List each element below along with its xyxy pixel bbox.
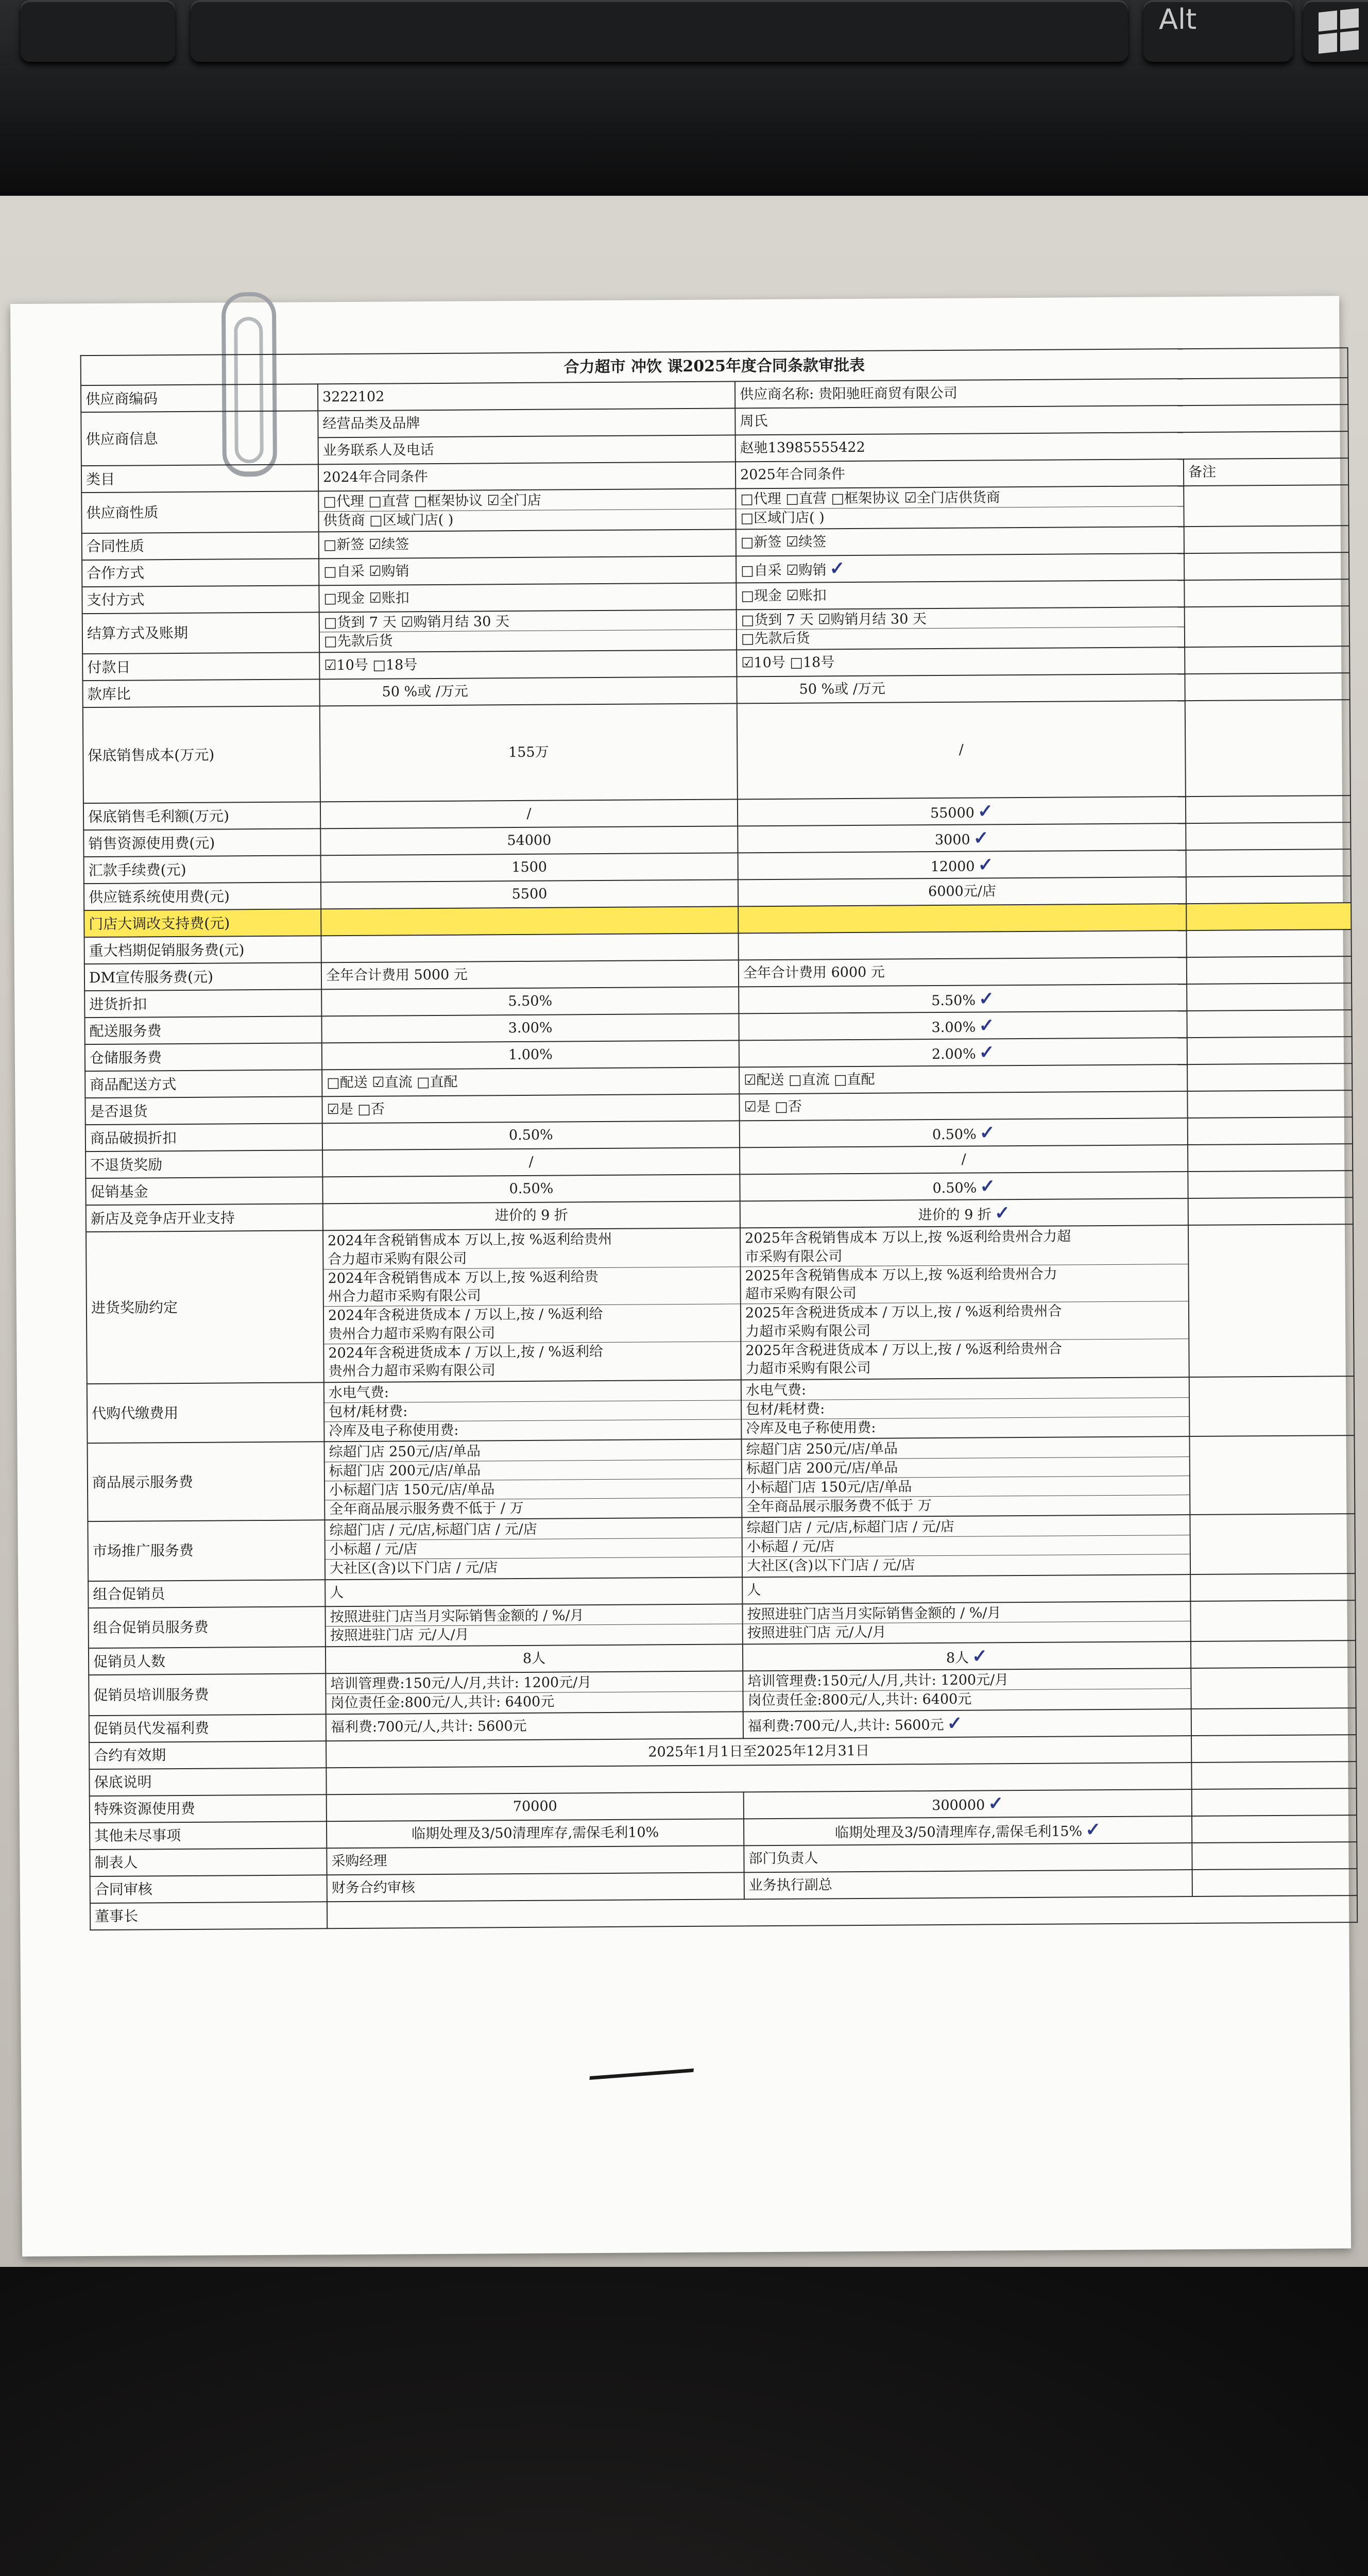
warehouse-2024: 1.00%: [322, 1040, 739, 1070]
supplier-info-label: 供应商信息: [81, 411, 318, 466]
guarantee-cost-label: 保底销售成本(万元): [83, 706, 320, 803]
settlement-label: 结算方式及账期: [82, 612, 319, 654]
discount-label: 进货折扣: [84, 989, 321, 1018]
welfare-2024: 福利费:700元/人,共计: 5600元: [326, 1711, 743, 1741]
remarks-cell: [1185, 606, 1349, 647]
major-promo-label: 重大档期促销服务费(元): [84, 936, 321, 964]
remarks-cell: [1192, 1869, 1357, 1896]
new-store-2025: 进价的 9 折 ✓: [740, 1198, 1188, 1228]
return-label: 是否退货: [85, 1096, 322, 1125]
remarks-cell: [1190, 1600, 1355, 1641]
check-mark-icon: ✓: [988, 1792, 1004, 1815]
chairman-signature-cell: [327, 1895, 1357, 1928]
supply-chain-2024: 5500: [321, 879, 738, 909]
category-brand-value: 周氏: [735, 404, 1348, 435]
pay-method-label: 支付方式: [82, 585, 319, 614]
form-title: 合力超市 冲饮 课2025年度合同条款审批表: [81, 348, 1348, 385]
remarks-cell: [1192, 1788, 1357, 1816]
display-2025: 综超门店 250元/店/单品 标超门店 200元/店/单品 小标超门店 150元/店/单品 全年商品展示服务费不低于 万: [741, 1436, 1190, 1517]
settlement-2025: □货到 7 天 ☑购销月结 30 天 □先款后货: [737, 607, 1185, 650]
check-mark-icon: ✓: [973, 826, 989, 849]
remarks-cell: [1186, 795, 1350, 823]
major-promo-2024: [321, 933, 739, 962]
vp-label: 业务执行副总: [744, 1870, 1192, 1899]
remarks-cell: [1191, 1640, 1356, 1668]
utility-label: 代购代缴费用: [87, 1382, 324, 1443]
contact-label: 业务联系人及电话: [318, 435, 736, 464]
remarks-header: 备注: [1184, 458, 1348, 486]
remarks-cell: [1189, 1435, 1355, 1515]
delivery-mode-2024: □配送 ☑直流 □直配: [322, 1067, 739, 1096]
remarks-cell: [1186, 929, 1351, 957]
remarks-cell: [1191, 1667, 1356, 1708]
remarks-cell: [1187, 1063, 1352, 1091]
special-resource-2024: 70000: [327, 1792, 744, 1821]
training-label: 促销员培训服务费: [89, 1673, 326, 1715]
dm-label: DM宣传服务费(元): [84, 962, 321, 991]
combo-fee-label: 组合促销员服务费: [88, 1606, 325, 1648]
guarantee-margin-label: 保底销售毛利额(万元): [83, 802, 320, 830]
contract-nature-2025: □新签 ☑续签: [736, 527, 1184, 556]
dm-2025: 全年合计费用 6000 元: [739, 957, 1187, 987]
remarks-cell: [1184, 526, 1349, 553]
dept-head-label: 部门负责人: [744, 1843, 1192, 1872]
delivery-mode-label: 商品配送方式: [85, 1070, 322, 1098]
remarks-cell: [1191, 1761, 1356, 1789]
ratio-label: 款库比: [82, 679, 319, 707]
coop-label: 合作方式: [82, 558, 319, 587]
contract-nature-label: 合同性质: [82, 532, 319, 560]
rebate-2024: 2024年含税销售成本 万以上,按 %返利给贵州 合力超市采购有限公司 2024年含税销售成本 万以上,按 %返利给贵 州合力超市采购有限公司 2024年含税进货成本 / 万以上,按 / %返利给 贵州合力超市采购有限公司 2024年含税进货成本 / 万以上,按 / %返利给 贵州合力超市采购有限公司: [323, 1228, 741, 1382]
warehouse-label: 仓储服务费: [85, 1043, 322, 1071]
finance-review-label: 财务合约审核: [327, 1872, 744, 1902]
other-matters-2025: 临期处理及3/50清理库存,需保毛利15% ✓: [744, 1816, 1192, 1845]
remarks-cell: [1184, 485, 1348, 526]
no-return-2024: /: [322, 1147, 740, 1177]
remarks-cell: [1190, 1514, 1355, 1574]
keyboard-background: [0, 0, 1368, 196]
combo-fee-2025: 按照进驻门店当月实际销售金额的 / %/月 按照进驻门店 元/人/月: [742, 1601, 1190, 1645]
guarantee-cost-2025: /: [737, 701, 1186, 799]
guarantee-note-label: 保底说明: [89, 1768, 326, 1796]
display-2024: 综超门店 250元/店/单品 标超门店 200元/店/单品 小标超门店 150元/店/单品 全年商品展示服务费不低于 / 万: [324, 1439, 742, 1520]
promoter-count-label: 促销员人数: [89, 1647, 326, 1675]
training-2024: 培训管理费:150元/人/月,共计: 1200元/月 岗位责任金:800元/人,共计: 6400元: [326, 1671, 743, 1714]
remit-fee-2025: 12000 ✓: [738, 850, 1186, 879]
rebate-label: 进货奖励约定: [86, 1230, 324, 1384]
supplier-nature-2024: □代理 □直营 □框架协议 ☑全门店 供货商 □区域门店( ): [318, 488, 736, 531]
no-return-2025: /: [740, 1145, 1188, 1174]
contract-approval-form-paper: [10, 296, 1351, 2257]
combo-promoter-2025: 人: [742, 1574, 1190, 1604]
market-2024: 综超门店 / 元/店,标超门店 / 元/店 小标超 / 元/店 大社区(含)以下门店 / 元/店: [324, 1518, 742, 1580]
remarks-cell: [1185, 646, 1349, 674]
contract-terms-table: [80, 347, 1358, 1930]
supplier-nature-2025: □代理 □直营 □框架协议 ☑全门店供货商 □区域门店( ): [736, 486, 1184, 529]
remit-fee-2024: 1500: [321, 853, 738, 882]
check-mark-icon: ✓: [979, 1014, 995, 1037]
coop-2024: □自采 ☑购销: [319, 556, 736, 585]
store-renovation-2025: [738, 904, 1186, 933]
special-resource-2025: 300000 ✓: [744, 1789, 1192, 1819]
remarks-cell: [1188, 1171, 1353, 1198]
remarks-cell: [1191, 1735, 1356, 1762]
remarks-cell: [1192, 1815, 1357, 1843]
guarantee-margin-2024: /: [320, 799, 738, 828]
check-mark-icon: ✓: [947, 1712, 963, 1734]
return-2024: ☑是 □否: [322, 1094, 739, 1123]
remarks-cell: [1191, 1708, 1356, 1736]
remarks-cell: [1184, 579, 1349, 607]
warehouse-2025: 2.00% ✓: [739, 1038, 1187, 1067]
sales-resource-label: 销售资源使用费(元): [83, 828, 320, 857]
market-label: 市场推广服务费: [88, 1520, 325, 1581]
conditions-2024-header: 2024年合同条件: [318, 462, 736, 491]
coop-2025: □自采 ☑购销 ✓: [736, 553, 1184, 583]
sales-resource-2024: 54000: [320, 826, 738, 855]
supply-chain-label: 供应链系统使用费(元): [84, 882, 321, 910]
ratio-2024: 50 %或 /万元: [319, 676, 737, 706]
ratio-2025: 50 %或 /万元: [737, 674, 1185, 703]
windows-logo-icon: [1319, 8, 1360, 54]
check-mark-icon: ✓: [980, 1175, 996, 1197]
remarks-cell: [1189, 1376, 1355, 1436]
return-2025: ☑是 □否: [739, 1091, 1187, 1121]
supply-chain-2025: 6000元/店: [738, 877, 1186, 906]
validity-label: 合约有效期: [89, 1741, 326, 1769]
remarks-cell: [1192, 1842, 1357, 1870]
remarks-cell: [1186, 903, 1351, 930]
check-mark-icon: ✓: [978, 987, 995, 1010]
remarks-cell: [1186, 849, 1351, 877]
pay-method-2024: □现金 ☑账扣: [319, 583, 736, 612]
no-return-label: 不退货奖励: [86, 1150, 322, 1178]
guarantee-margin-2025: 55000 ✓: [738, 796, 1186, 826]
remarks-cell: [1187, 1037, 1352, 1064]
promo-fund-2025: 0.50% ✓: [740, 1172, 1188, 1201]
validity-value: 2025年1月1日至2025年12月31日: [326, 1736, 1191, 1768]
supplier-name-value: 供应商名称: 贵阳驰旺商贸有限公司: [735, 378, 1348, 408]
combo-fee-2024: 按照进驻门店当月实际销售金额的 / %/月 按照进驻门店 元/人/月: [325, 1604, 742, 1647]
major-promo-2025: [738, 930, 1186, 960]
remarks-cell: [1188, 1144, 1353, 1172]
other-matters-2024: 临期处理及3/50清理库存,需保毛利10%: [327, 1819, 744, 1848]
store-renovation-2024: [321, 906, 738, 936]
new-store-label: 新店及竞争店开业支持: [86, 1204, 323, 1232]
sales-resource-2025: 3000 ✓: [738, 823, 1186, 853]
supplier-code-label: 供应商编码: [81, 384, 318, 412]
check-mark-icon: ✓: [979, 1121, 995, 1144]
discount-2024: 5.50%: [321, 987, 739, 1016]
remarks-cell: [1187, 1010, 1352, 1038]
contract-nature-2024: □新签 ☑续签: [319, 529, 736, 558]
new-store-2024: 进价的 9 折: [323, 1201, 740, 1230]
check-mark-icon: ✓: [971, 1645, 988, 1667]
store-renovation-label: 门店大调改支持费(元): [84, 909, 321, 937]
market-2025: 综超门店 / 元/店,标超门店 / 元/店 小标超 / 元/店 大社区(含)以下门店 / 元/店: [742, 1515, 1190, 1577]
check-mark-icon: ✓: [977, 800, 994, 822]
conditions-2025-header: 2025年合同条件: [736, 459, 1184, 488]
delivery-fee-label: 配送服务费: [84, 1016, 321, 1044]
other-matters-label: 其他未尽事项: [90, 1821, 327, 1850]
combo-promoter-label: 组合促销员: [88, 1580, 325, 1608]
supplier-code-value: 3222102: [318, 381, 735, 411]
remarks-cell: [1185, 673, 1349, 701]
keyboard-key: [21, 0, 175, 62]
check-mark-icon: ✓: [1085, 1819, 1101, 1841]
delivery-fee-2024: 3.00%: [321, 1013, 739, 1043]
maker-label: 制表人: [90, 1848, 327, 1876]
remarks-cell: [1190, 1573, 1355, 1601]
welfare-2025: 福利费:700元/人,共计: 5600元 ✓: [743, 1709, 1191, 1738]
payday-2024: ☑10号 □18号: [319, 650, 737, 679]
purchase-manager-label: 采购经理: [327, 1845, 744, 1875]
combo-promoter-2024: 人: [325, 1577, 742, 1606]
promoter-count-2025: 8人 ✓: [743, 1641, 1191, 1671]
check-mark-icon: ✓: [829, 557, 845, 580]
remarks-cell: [1187, 983, 1352, 1011]
check-mark-icon: ✓: [978, 853, 994, 876]
damage-2024: 0.50%: [322, 1121, 740, 1150]
damage-label: 商品破损折扣: [86, 1123, 322, 1151]
check-mark-icon: ✓: [994, 1201, 1011, 1224]
pay-method-2025: □现金 ☑账扣: [736, 580, 1184, 609]
delivery-fee-2025: 3.00% ✓: [739, 1011, 1187, 1040]
remarks-cell: [1188, 1117, 1353, 1145]
payday-label: 付款日: [82, 652, 319, 681]
guarantee-cost-2024: 155万: [320, 703, 738, 802]
discount-2025: 5.50% ✓: [739, 984, 1187, 1013]
remit-fee-label: 汇款手续费(元): [84, 855, 321, 884]
contact-value: 赵驰13985555422: [736, 431, 1348, 462]
check-mark-icon: ✓: [979, 1041, 995, 1063]
rebate-2025: 2025年含税销售成本 万以上,按 %返利给贵州合力超 市采购有限公司 2025年含税销售成本 万以上,按 %返利给贵州合力 超市采购有限公司 2025年含税进货成本 / 万以上,按 / %返利给贵州合 力超市采购有限公司 2025年含税进货成本 / 万以上,按 / %返利给贵州合 力超市采购有限公司: [740, 1225, 1189, 1380]
promoter-count-2024: 8人: [326, 1644, 743, 1673]
promo-fund-2024: 0.50%: [322, 1174, 740, 1204]
remarks-cell: [1185, 700, 1350, 796]
alt-key-label: Alt: [1159, 3, 1197, 36]
category-label: 类目: [81, 464, 318, 493]
dm-2024: 全年合计费用 5000 元: [321, 960, 739, 989]
display-label: 商品展示服务费: [88, 1442, 325, 1522]
remarks-cell: [1187, 956, 1352, 984]
remarks-cell: [1188, 1197, 1353, 1225]
chairman-label: 董事长: [90, 1902, 327, 1930]
remarks-cell: [1186, 822, 1350, 850]
supplier-nature-label: 供应商性质: [81, 491, 318, 533]
remarks-cell: [1186, 876, 1351, 904]
remarks-cell: [1184, 552, 1349, 580]
utility-2025: 水电气费: 包材/耗材费: 冷库及电子称使用费:: [741, 1377, 1190, 1439]
special-resource-label: 特殊资源使用费: [90, 1794, 327, 1823]
remarks-cell: [1188, 1224, 1354, 1377]
promo-fund-label: 促销基金: [86, 1177, 322, 1205]
settlement-2024: □货到 7 天 ☑购销月结 30 天 □先款后货: [319, 609, 737, 652]
handwritten-initials: [260, 2151, 356, 2230]
welfare-label: 促销员代发福利费: [89, 1714, 326, 1742]
handwritten-signature: [589, 2017, 699, 2080]
damage-2025: 0.50% ✓: [740, 1118, 1188, 1147]
category-brand-label: 经营品类及品牌: [318, 408, 735, 437]
training-2025: 培训管理费:150元/人/月,共计: 1200元/月 岗位责任金:800元/人,共计: 6400元: [743, 1668, 1191, 1711]
payday-2025: ☑10号 □18号: [737, 647, 1185, 676]
keyboard-spacebar: [191, 0, 1128, 62]
dark-jacket-background: [0, 2267, 1368, 2576]
utility-2024: 水电气费: 包材/耗材费: 冷库及电子称使用费:: [324, 1380, 742, 1442]
remarks-cell: [1187, 1090, 1352, 1118]
delivery-mode-2025: ☑配送 □直流 □直配: [739, 1064, 1187, 1094]
contract-review-label: 合同审核: [90, 1875, 327, 1903]
